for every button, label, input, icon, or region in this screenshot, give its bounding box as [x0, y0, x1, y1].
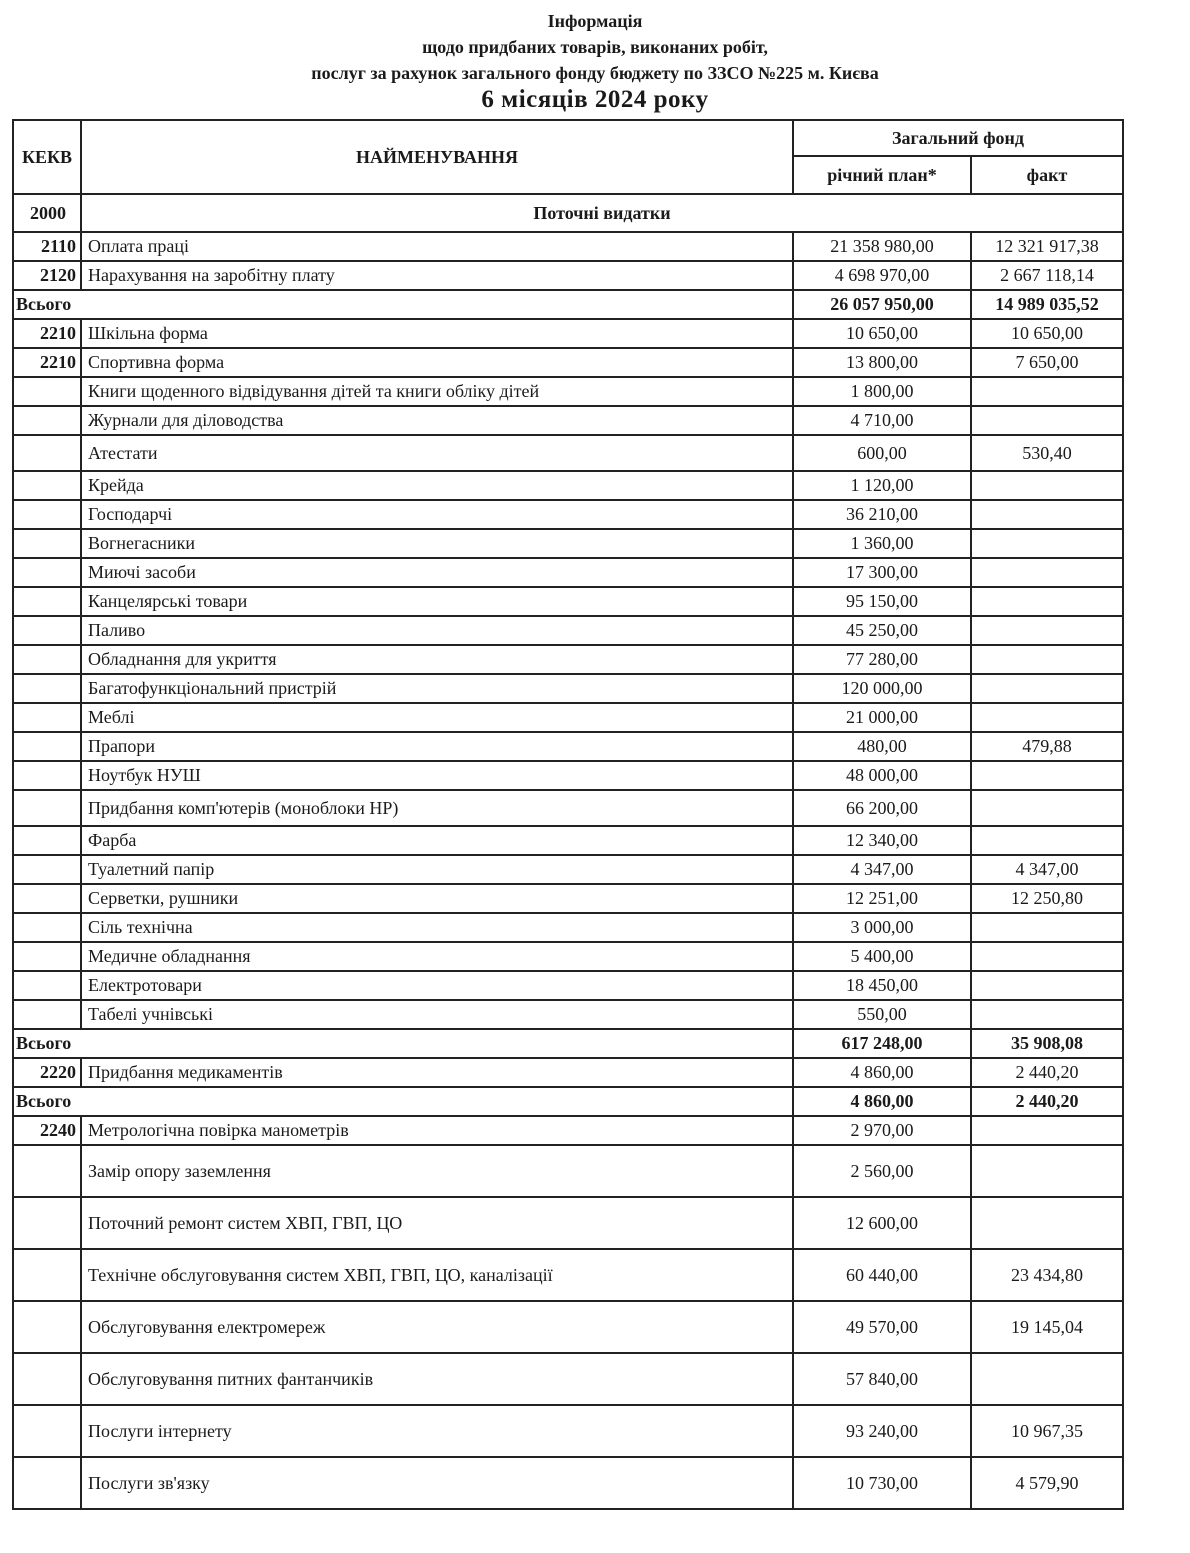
- row-code: [13, 500, 81, 529]
- header-name: НАЙМЕНУВАННЯ: [81, 120, 793, 194]
- row-code: [13, 942, 81, 971]
- row-code: [13, 1457, 81, 1509]
- row-code: [13, 971, 81, 1000]
- row-code: 2110: [13, 232, 81, 261]
- row-name: Медичне обладнання: [81, 942, 793, 971]
- row-plan: 4 698 970,00: [793, 261, 971, 290]
- row-fact: [971, 500, 1123, 529]
- row-code: [13, 558, 81, 587]
- row-plan: 120 000,00: [793, 674, 971, 703]
- row-name: Поточний ремонт систем ХВП, ГВП, ЦО: [81, 1197, 793, 1249]
- row-fact: [971, 1197, 1123, 1249]
- row-name: Електротовари: [81, 971, 793, 1000]
- row-name: Канцелярські товари: [81, 587, 793, 616]
- row-name: Табелі учнівські: [81, 1000, 793, 1029]
- row-plan: 49 570,00: [793, 1301, 971, 1353]
- row-name: Туалетний папір: [81, 855, 793, 884]
- row-fact: [971, 558, 1123, 587]
- row-name: Технічне обслуговування систем ХВП, ГВП, ЦО, каналізації: [81, 1249, 793, 1301]
- table-row: [13, 790, 1123, 826]
- table-row: [13, 319, 1123, 348]
- row-name: Миючі засоби: [81, 558, 793, 587]
- row-name: Обслуговування електромереж: [81, 1301, 793, 1353]
- table-row: [13, 406, 1123, 435]
- row-code: [13, 761, 81, 790]
- row-code: [13, 1353, 81, 1405]
- row-code: [13, 471, 81, 500]
- row-plan: 66 200,00: [793, 790, 971, 826]
- section-title: Поточні видатки: [81, 194, 1123, 232]
- row-fact: 530,40: [971, 435, 1123, 471]
- title-period: 6 місяців 2024 року: [481, 86, 709, 113]
- row-code: [13, 1145, 81, 1197]
- row-fact: 10 650,00: [971, 319, 1123, 348]
- row-fact: 4 579,90: [971, 1457, 1123, 1509]
- row-code: 2210: [13, 348, 81, 377]
- row-fact: [971, 913, 1123, 942]
- row-name: Атестати: [81, 435, 793, 471]
- row-plan: 12 340,00: [793, 826, 971, 855]
- row-code: [13, 855, 81, 884]
- header-code: КЕКВ: [13, 120, 81, 194]
- row-fact: [971, 1145, 1123, 1197]
- table-row: [13, 435, 1123, 471]
- row-code: [13, 587, 81, 616]
- row-code: [13, 529, 81, 558]
- total-plan: 617 248,00: [793, 1029, 971, 1058]
- row-fact: 479,88: [971, 732, 1123, 761]
- row-fact: [971, 674, 1123, 703]
- table-row: [13, 645, 1123, 674]
- title-line-3: послуг за рахунок загального фонду бюджету по ЗЗСО №225 м. Києва: [311, 63, 879, 83]
- table-row: [13, 1197, 1123, 1249]
- row-plan: 93 240,00: [793, 1405, 971, 1457]
- row-plan: 36 210,00: [793, 500, 971, 529]
- row-plan: 12 251,00: [793, 884, 971, 913]
- row-code: [13, 435, 81, 471]
- row-name: Обладнання для укриття: [81, 645, 793, 674]
- row-plan: 4 347,00: [793, 855, 971, 884]
- table-row: [13, 761, 1123, 790]
- row-name: Книги щоденного відвідування дітей та книги обліку дітей: [81, 377, 793, 406]
- row-fact: [971, 616, 1123, 645]
- row-plan: 1 120,00: [793, 471, 971, 500]
- total-label: Всього: [13, 290, 793, 319]
- table-row: [13, 732, 1123, 761]
- total-plan: 4 860,00: [793, 1087, 971, 1116]
- row-plan: 4 860,00: [793, 1058, 971, 1087]
- row-name: Прапори: [81, 732, 793, 761]
- row-plan: 600,00: [793, 435, 971, 471]
- table-row: [13, 471, 1123, 500]
- table-row: [13, 1116, 1123, 1145]
- total-row: [13, 290, 1123, 319]
- row-name: Паливо: [81, 616, 793, 645]
- row-code: 2210: [13, 319, 81, 348]
- table-row: [13, 1405, 1123, 1457]
- row-plan: 60 440,00: [793, 1249, 971, 1301]
- total-fact: 2 440,20: [971, 1087, 1123, 1116]
- row-name: Фарба: [81, 826, 793, 855]
- row-name: Послуги інтернету: [81, 1405, 793, 1457]
- row-plan: 21 000,00: [793, 703, 971, 732]
- table-row: [13, 232, 1123, 261]
- row-code: [13, 674, 81, 703]
- row-fact: [971, 826, 1123, 855]
- total-label: Всього: [13, 1087, 793, 1116]
- row-code: [13, 616, 81, 645]
- row-name: Журнали для діловодства: [81, 406, 793, 435]
- table-row: [13, 558, 1123, 587]
- row-fact: 12 250,80: [971, 884, 1123, 913]
- document-header: [0, 8, 1190, 114]
- row-name: Послуги зв'язку: [81, 1457, 793, 1509]
- row-code: [13, 790, 81, 826]
- table-row: [13, 500, 1123, 529]
- header-plan: річний план*: [793, 156, 971, 194]
- row-code: [13, 1000, 81, 1029]
- row-plan: 4 710,00: [793, 406, 971, 435]
- row-name: Придбання медикаментів: [81, 1058, 793, 1087]
- row-plan: 2 560,00: [793, 1145, 971, 1197]
- table-row: [13, 1353, 1123, 1405]
- title-line-2: щодо придбаних товарів, виконаних робіт,: [422, 37, 768, 57]
- row-fact: 7 650,00: [971, 348, 1123, 377]
- table-row: [13, 942, 1123, 971]
- row-plan: 5 400,00: [793, 942, 971, 971]
- table-row: [13, 529, 1123, 558]
- table-row: [13, 1301, 1123, 1353]
- row-code: [13, 826, 81, 855]
- row-plan: 45 250,00: [793, 616, 971, 645]
- row-fact: 2 667 118,14: [971, 261, 1123, 290]
- row-code: [13, 406, 81, 435]
- row-code: [13, 1249, 81, 1301]
- total-row: [13, 1087, 1123, 1116]
- expenses-table: [12, 119, 1124, 1510]
- row-name: Вогнегасники: [81, 529, 793, 558]
- row-fact: [971, 971, 1123, 1000]
- total-label: Всього: [13, 1029, 793, 1058]
- row-code: 2220: [13, 1058, 81, 1087]
- row-code: [13, 732, 81, 761]
- row-plan: 550,00: [793, 1000, 971, 1029]
- row-name: Спортивна форма: [81, 348, 793, 377]
- section-code: 2000: [13, 194, 81, 232]
- title-line-1: Інформація: [547, 11, 643, 31]
- row-plan: 2 970,00: [793, 1116, 971, 1145]
- row-name: Багатофункціональний пристрій: [81, 674, 793, 703]
- row-name: Придбання комп'ютерів (моноблоки НР): [81, 790, 793, 826]
- row-name: Шкільна форма: [81, 319, 793, 348]
- table-row: [13, 1000, 1123, 1029]
- row-fact: [971, 1353, 1123, 1405]
- header-fund: Загальний фонд: [793, 120, 1123, 156]
- row-fact: 12 321 917,38: [971, 232, 1123, 261]
- row-fact: 4 347,00: [971, 855, 1123, 884]
- table-row: [13, 377, 1123, 406]
- row-fact: [971, 790, 1123, 826]
- section-row: [13, 194, 1123, 232]
- row-name: Крейда: [81, 471, 793, 500]
- total-fact: 14 989 035,52: [971, 290, 1123, 319]
- row-fact: [971, 645, 1123, 674]
- row-plan: 95 150,00: [793, 587, 971, 616]
- row-plan: 17 300,00: [793, 558, 971, 587]
- table-row: [13, 1145, 1123, 1197]
- row-name: Обслуговування питних фантанчиків: [81, 1353, 793, 1405]
- row-plan: 13 800,00: [793, 348, 971, 377]
- row-name: Оплата праці: [81, 232, 793, 261]
- row-fact: [971, 942, 1123, 971]
- table-row: [13, 1457, 1123, 1509]
- row-plan: 48 000,00: [793, 761, 971, 790]
- table-row: [13, 674, 1123, 703]
- header-fact: факт: [971, 156, 1123, 194]
- row-plan: 57 840,00: [793, 1353, 971, 1405]
- row-fact: [971, 406, 1123, 435]
- row-name: Нарахування на заробітну плату: [81, 261, 793, 290]
- row-plan: 10 730,00: [793, 1457, 971, 1509]
- table-row: [13, 913, 1123, 942]
- table-row: [13, 348, 1123, 377]
- row-plan: 1 360,00: [793, 529, 971, 558]
- row-plan: 1 800,00: [793, 377, 971, 406]
- row-code: [13, 703, 81, 732]
- table-row: [13, 971, 1123, 1000]
- row-fact: 23 434,80: [971, 1249, 1123, 1301]
- table-row: [13, 855, 1123, 884]
- table-row: [13, 884, 1123, 913]
- row-code: [13, 1301, 81, 1353]
- row-fact: [971, 587, 1123, 616]
- row-code: 2240: [13, 1116, 81, 1145]
- table-body: [13, 194, 1123, 1509]
- row-fact: 10 967,35: [971, 1405, 1123, 1457]
- row-fact: 2 440,20: [971, 1058, 1123, 1087]
- row-name: Меблі: [81, 703, 793, 732]
- table-row: [13, 826, 1123, 855]
- row-name: Ноутбук НУШ: [81, 761, 793, 790]
- total-plan: 26 057 950,00: [793, 290, 971, 319]
- row-fact: 19 145,04: [971, 1301, 1123, 1353]
- row-plan: 12 600,00: [793, 1197, 971, 1249]
- row-name: Метрологічна повірка манометрів: [81, 1116, 793, 1145]
- row-plan: 10 650,00: [793, 319, 971, 348]
- row-fact: [971, 1116, 1123, 1145]
- table-row: [13, 1249, 1123, 1301]
- table-row: [13, 261, 1123, 290]
- row-code: [13, 913, 81, 942]
- row-code: [13, 377, 81, 406]
- table-row: [13, 587, 1123, 616]
- table-row: [13, 1058, 1123, 1087]
- row-fact: [971, 703, 1123, 732]
- row-name: Серветки, рушники: [81, 884, 793, 913]
- row-fact: [971, 471, 1123, 500]
- table-row: [13, 703, 1123, 732]
- row-plan: 3 000,00: [793, 913, 971, 942]
- table-row: [13, 616, 1123, 645]
- row-plan: 77 280,00: [793, 645, 971, 674]
- row-name: Сіль технічна: [81, 913, 793, 942]
- total-fact: 35 908,08: [971, 1029, 1123, 1058]
- row-fact: [971, 377, 1123, 406]
- row-fact: [971, 1000, 1123, 1029]
- row-code: [13, 884, 81, 913]
- row-plan: 18 450,00: [793, 971, 971, 1000]
- row-plan: 480,00: [793, 732, 971, 761]
- row-fact: [971, 529, 1123, 558]
- row-fact: [971, 761, 1123, 790]
- row-code: [13, 1405, 81, 1457]
- row-code: 2120: [13, 261, 81, 290]
- total-row: [13, 1029, 1123, 1058]
- row-name: Замір опору заземлення: [81, 1145, 793, 1197]
- row-name: Господарчі: [81, 500, 793, 529]
- row-code: [13, 1197, 81, 1249]
- row-code: [13, 645, 81, 674]
- row-plan: 21 358 980,00: [793, 232, 971, 261]
